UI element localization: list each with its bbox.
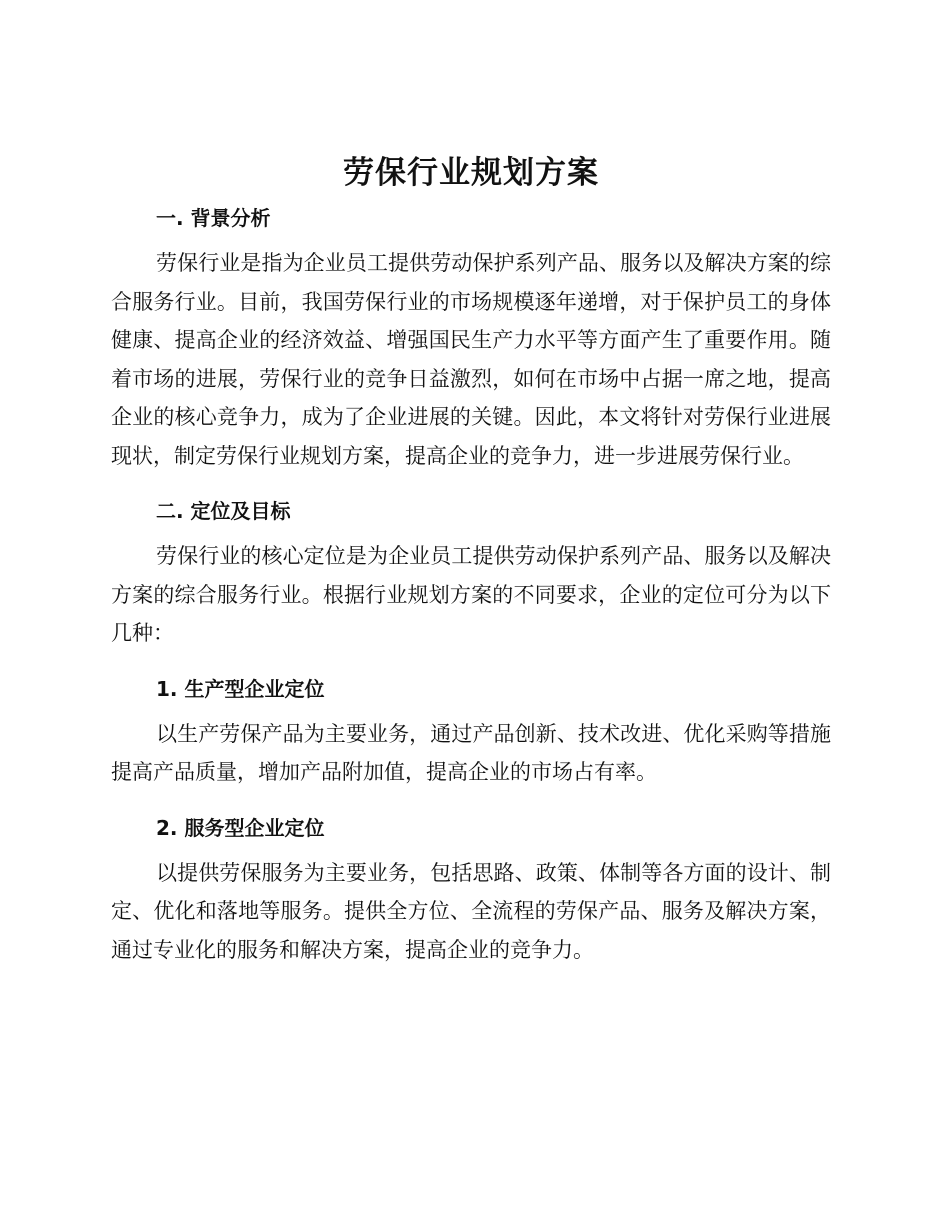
paragraph-positioning: 劳保行业的核心定位是为企业员工提供劳动保护系列产品、服务以及解决方案的综合服务行业。根据行业规划方案的不同要求，企业的定位可分为以下几种： (111, 544, 831, 645)
section-heading-background: 一. 背景分析 (156, 206, 271, 230)
paragraph-service: 以提供劳保服务为主要业务，包括思路、政策、体制等各方面的设计、制定、优化和落地等服务。提供全方位、全流程的劳保产品、服务及解决方案，通过专业化的服务和解决方案，提高企业的竞争力。 (111, 860, 831, 962)
spacer (111, 653, 831, 669)
document-title: 劳保行业规划方案 (343, 155, 599, 191)
paragraph-production: 以生产劳保产品为主要业务，通过产品创新、技术改进、优化采购等措施提高产品质量，增加产品附加值，提高企业的市场占有率。 (111, 721, 831, 784)
subsection-heading-service: 2. 服务型企业定位 (156, 815, 325, 840)
section-heading-positioning: 二. 定位及目标 (156, 499, 291, 523)
spacer (111, 792, 831, 808)
subsection-heading-production: 1. 生产型企业定位 (156, 676, 325, 701)
document-page (111, 148, 831, 969)
paragraph-background: 劳保行业是指为企业员工提供劳动保护系列产品、服务以及解决方案的综合服务行业。目前，我国劳保行业的市场规模逐年递增，对于保护员工的身体健康、提高企业的经济效益、增强国民生产力水平等方面产生了重要作用。随着市场的进展，劳保行业的竞争日益激烈，如何在市场中占据一席之地，提高企业的核心竞争力，成为了企业进展的关键。因此，本文将针对劳保行业进展现状，制定劳保行业规划方案，提高企业的竞争力，进一步进展劳保行业。 (111, 251, 831, 468)
spacer (111, 475, 831, 491)
